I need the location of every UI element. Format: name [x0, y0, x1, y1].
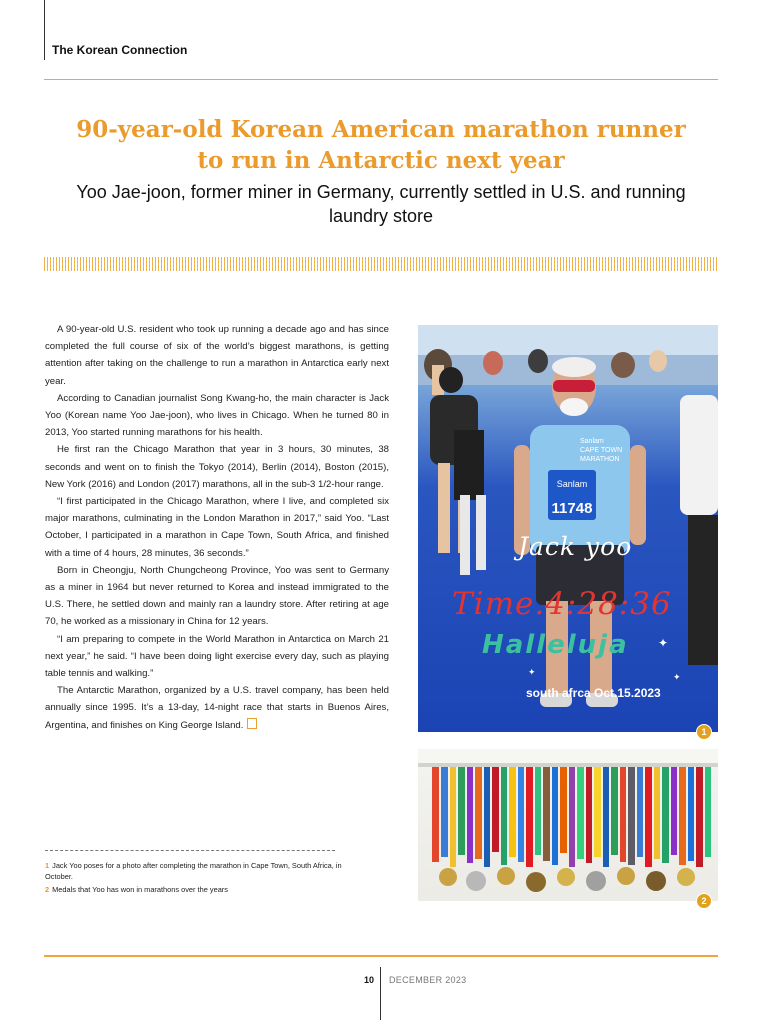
svg-text:✦: ✦ — [528, 668, 536, 678]
body-paragraph: “I first participated in the Chicago Marathon, where I live, and completed six major marathons, culminating in the London Marathon in 2017,” said Yoo. “Last October, I participated in a marathon in Cape Town, South Africa, and finished with a time of 4 hours, 28 minutes, 36 seconds.” — [45, 496, 389, 559]
body-paragraph: “I am preparing to compete in the World Marathon in Antarctica on March 21 next year,” he said. “I have been doing light exercise every day, such as playing table tennis and walking.” — [45, 633, 389, 680]
shirt-text: CAPE TOWN — [580, 447, 623, 454]
shirt-text: Sanlam — [580, 438, 604, 445]
caption-text: Medals that Yoo has won in marathons over the years — [52, 885, 228, 894]
photo-overlay-location: south afrca Oct.15.2023 — [526, 686, 661, 700]
footnote-divider — [45, 850, 335, 851]
body-paragraph: A 90-year-old U.S. resident who took up running a decade ago and has since completed the full course of six of the world’s biggest marathons, is getting attention after taking on the challenge to run a marathon in Antarctica early next year. — [45, 324, 389, 387]
photo-number-badge: 2 — [696, 893, 712, 909]
top-divider — [44, 79, 718, 80]
bib-number: 11748 — [551, 500, 593, 517]
caption-number: 2 — [45, 885, 50, 894]
caption-item — [45, 861, 345, 882]
decorative-stripe-bar — [44, 257, 718, 271]
photo-overlay-time: Time.4:28:36 — [452, 586, 672, 622]
photo-overlay-name: Jack yoo — [518, 532, 633, 561]
caption-text: Jack Yoo poses for a photo after completing the marathon in Cape Town, South Africa, in October. — [45, 861, 342, 881]
body-paragraph: He first ran the Chicago Marathon that year in 3 hours, 30 minutes, 38 seconds and went on to finish the Tokyo (2014), Berlin (2014), Boston (2015), New York (2016) and London (2017) marathons, all in the sub-3 1/2-hour range. — [45, 444, 389, 490]
body-paragraph: Born in Cheongju, North Chungcheong Province, Yoo was sent to Germany as a miner in 1964 but never returned to Korea and instead immigrated to the U.S. There, he settled down and mainly ran a laundry store. After retiring at age 70, he worked as a missionary in China for 12 years. — [45, 564, 389, 628]
shirt-text: MARATHON — [580, 456, 620, 463]
svg-text:✦: ✦ — [658, 636, 669, 650]
caption-item — [45, 885, 345, 896]
article-end-icon — [247, 718, 257, 729]
article-subheadline: Yoo Jae-joon, former miner in Germany, currently settled in U.S. and running laundry store — [76, 182, 686, 226]
medals-photo — [418, 749, 718, 901]
caption-number: 1 — [45, 861, 50, 870]
section-label: The Korean Connection — [52, 43, 188, 57]
body-paragraph-last — [45, 682, 389, 734]
body-paragraph: According to Canadian journalist Song Kwang-ho, the main character is Jack Yoo (Korean name Yoo Jae-joon), who lives in Chicago. When he turned 80 in 2013, Yoo started running marathons for his health. — [45, 392, 389, 439]
issue-date: DECEMBER 2023 — [389, 975, 467, 985]
svg-text:✦: ✦ — [673, 673, 681, 683]
article-body — [45, 321, 389, 734]
bib-sponsor: Sanlam — [556, 479, 588, 489]
footer-vertical-rule — [380, 967, 381, 1020]
photo-captions — [45, 861, 345, 899]
photo-number-badge: 1 — [696, 724, 712, 740]
article-headline: 90-year-old Korean American marathon runner to run in Antarctic next year — [76, 116, 686, 174]
top-vertical-rule — [44, 0, 45, 60]
bottom-divider — [44, 955, 718, 957]
runner-photo-illustration — [418, 325, 718, 732]
runner-photo — [418, 325, 718, 732]
medals-photo-illustration — [418, 749, 718, 901]
body-paragraph-text: The Antarctic Marathon, organized by a U.S. travel company, has been held annually since 1995. It’s a 13-day, 14-night race that starts in Buenos Aires, Argentina, and finishes on King George Island. — [45, 685, 389, 731]
page-number: 10 — [363, 975, 374, 985]
photo-overlay-halleluja: Halleluja — [482, 630, 629, 660]
